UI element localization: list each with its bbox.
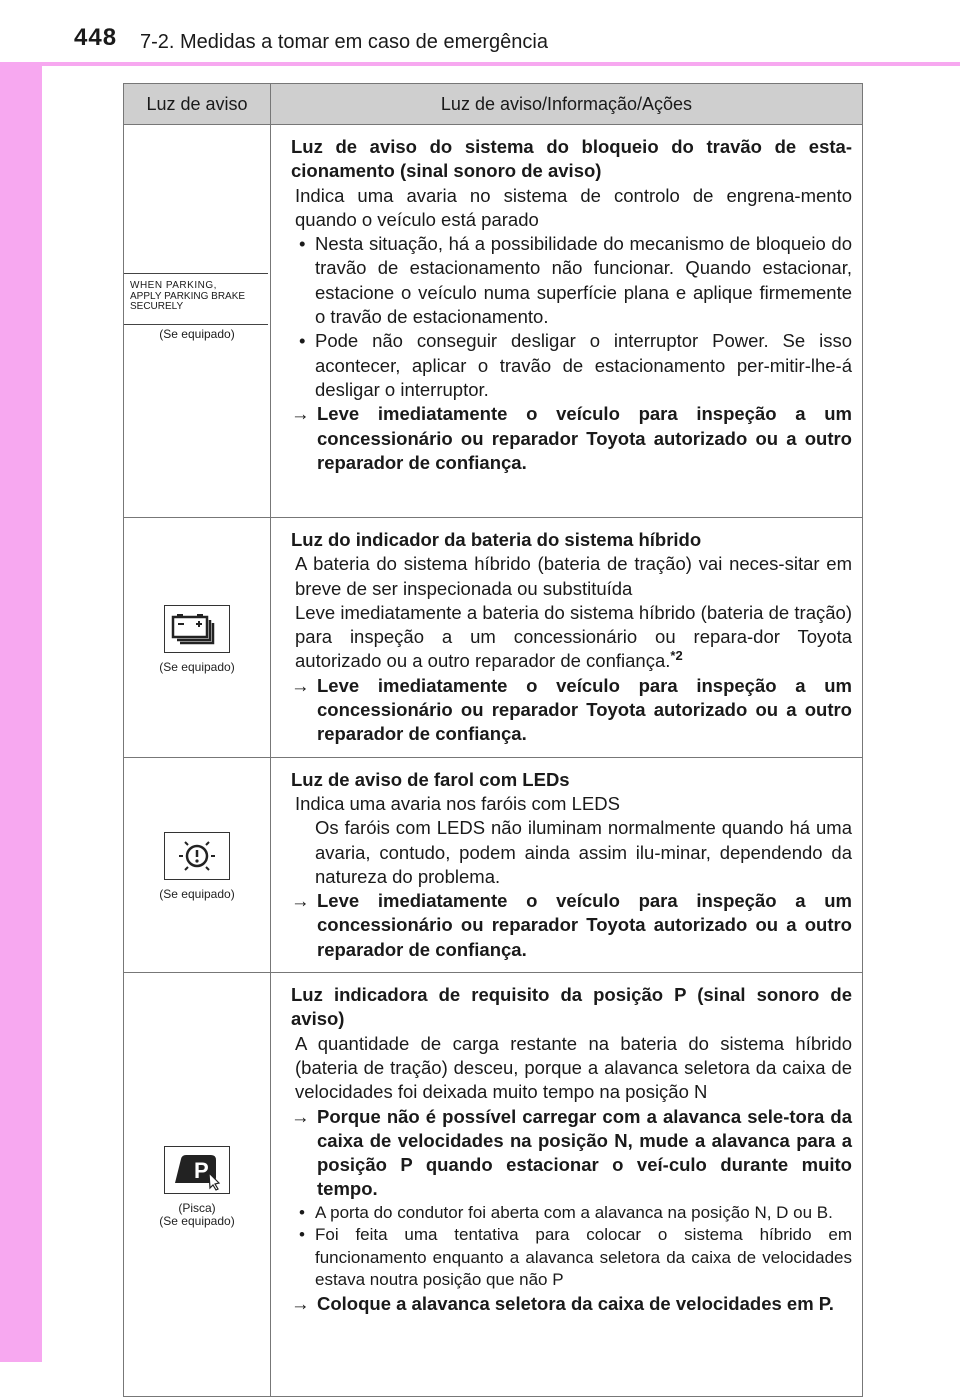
row-description: Indica uma avaria no sistema de controlo de engrena-mento quando o veículo está parado: [295, 184, 852, 230]
row-description: A quantidade de carga restante na bateria do sistema híbrido (bateria de tração) desceu, porque a alavanca seletora da caixa de velocidades foi deixada muito tempo na posição N: [295, 1032, 852, 1103]
table-row: [124, 518, 863, 758]
section-title: 7-2. Medidas a tomar em caso de emergência: [140, 31, 548, 53]
led-headlight-warning-icon: [164, 832, 230, 880]
icon-caption: (Se equipado): [159, 1213, 235, 1228]
action-text: Leve imediatamente o veículo para inspeção a um concessionário ou reparador Toyota autorizado ou a outro reparador de confiança.: [317, 674, 852, 745]
list-item: • Foi feita uma tentativa para colocar o sistema híbrido em funcionamento enquanto a alavanca seletora da caixa de velocidades estava noutra posição que não P: [295, 1224, 852, 1292]
column-header-warning-light: Luz de aviso: [124, 84, 271, 125]
table-row: [124, 973, 863, 1397]
action-text: Leve imediatamente o veículo para inspeção a um concessionário ou reparador Toyota autorizado ou a outro reparador de confiança.: [317, 403, 852, 473]
side-tab-strip: [0, 0, 42, 1362]
list-item: • Nesta situação, há a possibilidade do mecanismo de bloqueio do travão de estacionamento não funcionar. Quando estacionar, estacione o veículo numa superfície plana e aplique firmemente o travão de estacionamento.: [295, 232, 852, 329]
table-row: [124, 757, 863, 972]
svg-text:P: P: [194, 1157, 209, 1183]
action-instruction: [291, 1292, 852, 1316]
icon-cell: [124, 973, 271, 1397]
icon-caption: (Se equipado): [159, 659, 235, 674]
column-header-info: Luz de aviso/Informação/Ações: [271, 84, 863, 125]
arrow-icon: →: [291, 403, 310, 425]
icon-text-line: SECURELY: [130, 301, 184, 312]
action-instruction: [291, 674, 852, 747]
list-item: • A porta do condutor foi aberta com a alavanca na posição N, D ou B.: [295, 1202, 852, 1225]
action-instruction: [291, 1105, 852, 1202]
info-cell: [271, 125, 863, 518]
row-title: Luz indicadora de requisito da posição P (sinal sonoro de aviso): [291, 984, 852, 1030]
icon-cell: [124, 518, 271, 758]
description-text: Leve imediatamente a bateria do sistema híbrido (bateria de tração) para inspeção a um concessionário ou repara-dor Toyota autorizado ou a outro reparador de confiança.: [295, 601, 852, 672]
icon-caption: (Se equipado): [159, 327, 235, 341]
table-header-row: [124, 84, 863, 125]
icon-text-line: APPLY PARKING BRAKE: [130, 290, 246, 302]
warning-light-table: [123, 83, 863, 1397]
icon-caption: (Pisca): [178, 1200, 216, 1215]
footnote-marker: *2: [670, 648, 683, 664]
info-cell: [271, 518, 863, 758]
row-description: Os faróis com LEDS não iluminam normalmente quando há uma avaria, contudo, podem ainda assim ilu-minar, dependendo da natureza do problema.: [315, 817, 852, 887]
icon-cell: [124, 757, 271, 972]
action-text: Porque não é possível carregar com a alavanca sele-tora da caixa de velocidades na posição N, mude a alavanca para a posição P quando estacionar o veí-culo durante muito tempo.: [317, 1105, 852, 1200]
action-instruction: [291, 889, 852, 962]
arrow-icon: →: [291, 890, 310, 912]
row-description: Indica uma avaria nos faróis com LEDS: [295, 792, 620, 814]
hybrid-battery-icon: [164, 605, 230, 653]
row-title: Luz do indicador da bateria do sistema híbrido: [291, 529, 702, 550]
arrow-icon: →: [291, 1292, 310, 1314]
action-text: Coloque a alavanca seletora da caixa de velocidades em P.: [317, 1292, 834, 1314]
icon-caption: (Se equipado): [159, 887, 235, 902]
row-description: A bateria do sistema híbrido (bateria de tração) vai neces-sitar em breve de ser inspecionada ou substituída: [295, 553, 852, 599]
info-cell: [271, 757, 863, 972]
arrow-icon: →: [291, 674, 310, 696]
row-title: Luz de aviso do sistema do bloqueio do travão de esta-cionamento (sinal sonoro de aviso): [291, 136, 852, 182]
icon-cell: [124, 125, 271, 518]
p-position-request-icon: [164, 1146, 230, 1194]
table-row: [124, 125, 863, 518]
action-instruction: [291, 402, 852, 475]
icon-text-line: WHEN PARKING,: [130, 280, 217, 291]
list-item: • Pode não conseguir desligar o interruptor Power. Se isso acontecer, aplicar o travão de estacionamento per-mitir-lhe-á desligar o interruptor.: [295, 329, 852, 402]
action-text: Leve imediatamente o veículo para inspeção a um concessionário ou reparador Toyota autorizado ou a outro reparador de confiança.: [317, 890, 852, 960]
row-description: [295, 601, 852, 674]
info-cell: [271, 973, 863, 1397]
row-title: Luz de aviso de farol com LEDs: [291, 768, 570, 790]
parking-brake-message-icon: [124, 273, 268, 325]
arrow-icon: →: [291, 1105, 310, 1127]
header-rule: [0, 62, 960, 66]
page-number: 448: [74, 24, 118, 51]
